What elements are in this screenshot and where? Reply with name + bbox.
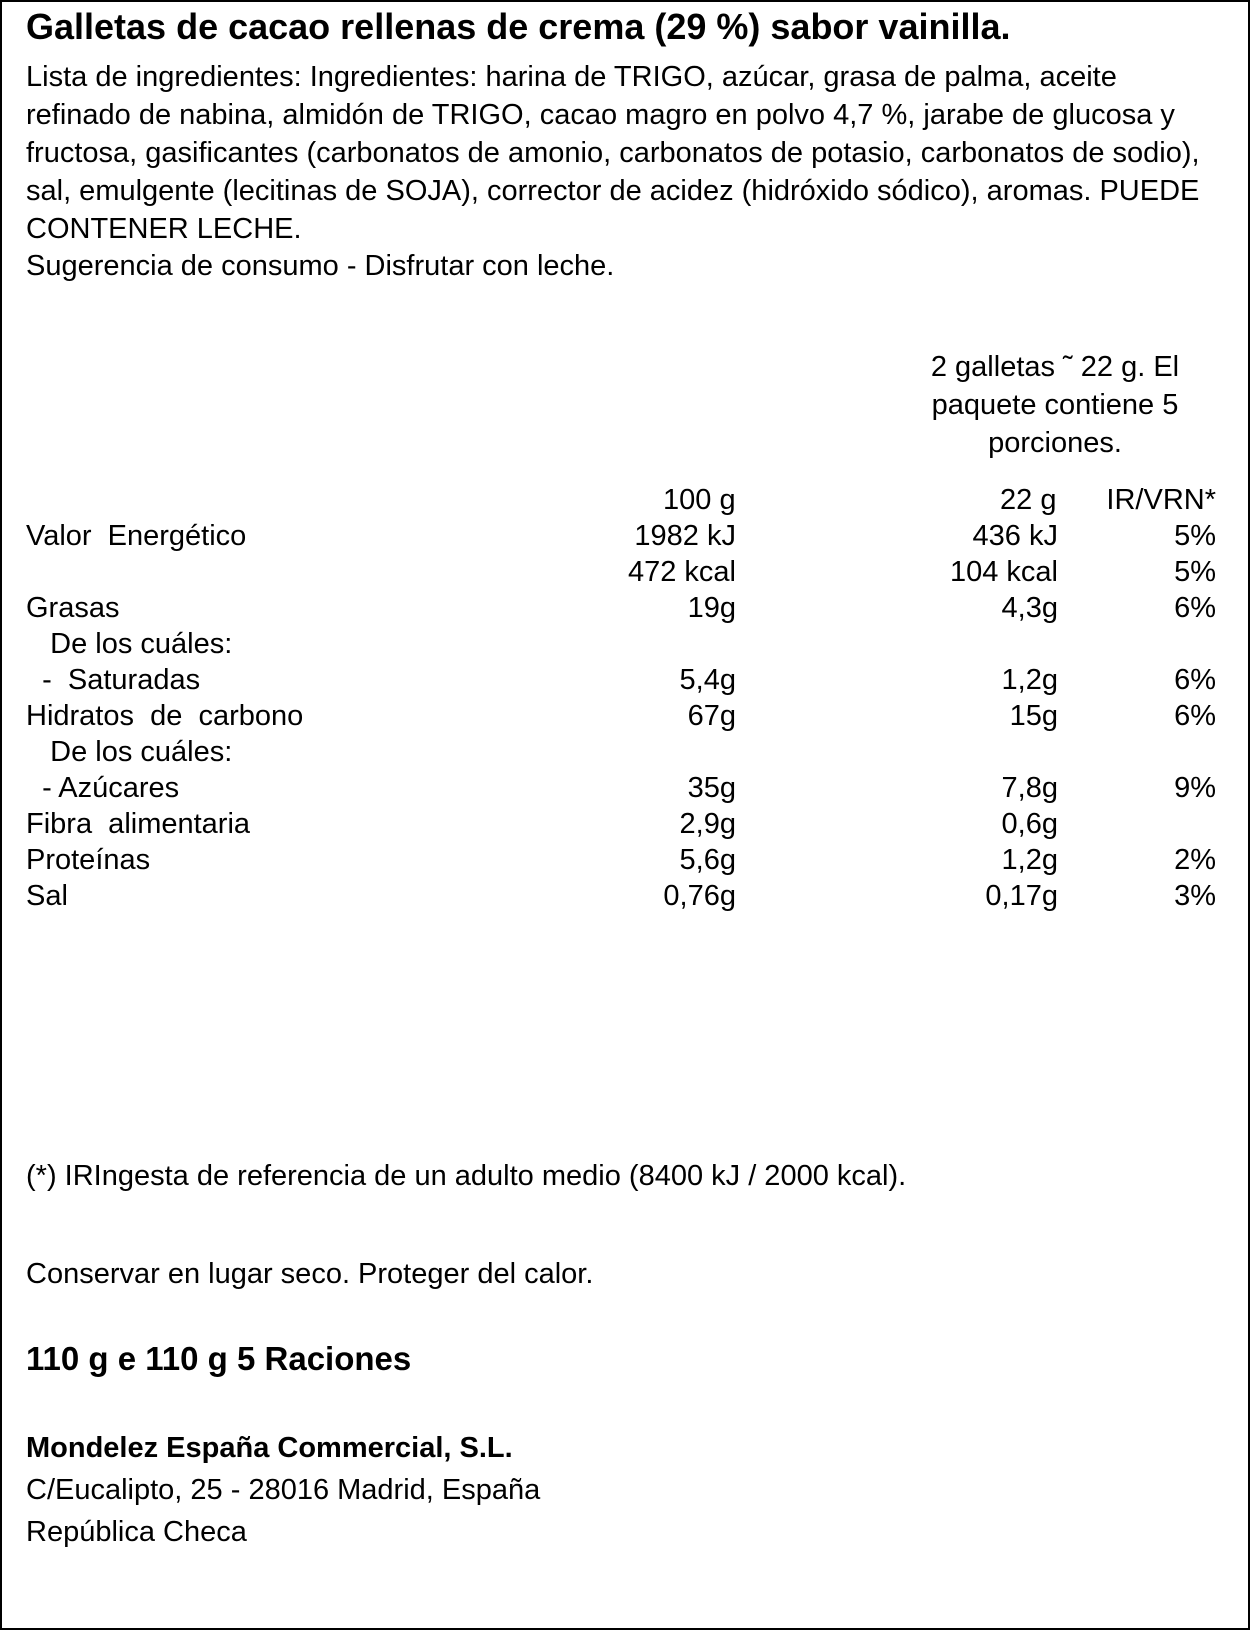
value-per-22g: 1,2g — [1001, 664, 1058, 696]
value-per-100g: 2,9g — [679, 808, 736, 840]
value-ir-vrn: 6% — [1174, 664, 1216, 696]
nutrition-row — [0, 770, 1250, 807]
value-per-100g: 5,6g — [679, 844, 736, 876]
nutrient-label: Proteínas — [26, 844, 151, 876]
value-per-100g: 1982 kJ — [634, 520, 736, 552]
value-ir-vrn: 6% — [1174, 592, 1216, 624]
nutrition-row — [0, 878, 1250, 915]
header-per-100g: 100 g — [663, 484, 736, 516]
value-per-100g: 19g — [687, 592, 736, 624]
value-per-22g: 436 kJ — [972, 520, 1058, 552]
value-ir-vrn: 3% — [1174, 880, 1216, 912]
product-title: Galletas de cacao rellenas de crema (29 %) sabor vainilla. — [26, 6, 1011, 47]
storage-instructions: Conservar en lugar seco. Proteger del calor. — [26, 1258, 594, 1290]
nutrition-row — [0, 842, 1250, 879]
nutrition-row — [0, 518, 1250, 555]
nutrition-row — [0, 734, 1250, 771]
nutrient-label: Sal — [26, 880, 68, 912]
nutrient-label: Hidratos de carbono — [26, 700, 304, 732]
value-ir-vrn: 6% — [1174, 700, 1216, 732]
footnote: (*) IRIngesta de referencia de un adulto medio (8400 kJ / 2000 kcal). — [26, 1160, 907, 1192]
value-ir-vrn: 9% — [1174, 772, 1216, 804]
value-per-22g: 0,6g — [1001, 808, 1058, 840]
nutrient-label: - Azúcares — [26, 772, 180, 804]
value-per-22g: 4,3g — [1001, 592, 1058, 624]
company-address: C/Eucalipto, 25 - 28016 Madrid, España — [26, 1474, 541, 1506]
nutrition-row — [0, 662, 1250, 699]
value-ir-vrn: 5% — [1174, 556, 1216, 588]
nutrient-label: De los cuáles: — [26, 736, 233, 768]
serving-info: 2 galletas ˜ 22 g. El paquete contiene 5 porciones. — [930, 351, 1180, 459]
value-ir-vrn: 2% — [1174, 844, 1216, 876]
nutrition-row — [0, 698, 1250, 735]
nutrition-table — [0, 482, 1250, 922]
value-per-22g: 15g — [1009, 700, 1058, 732]
nutrient-label: Fibra alimentaria — [26, 808, 251, 840]
nutrition-row — [0, 590, 1250, 627]
country-of-origin: República Checa — [26, 1516, 247, 1548]
nutrition-row — [0, 626, 1250, 663]
nutrient-label: Grasas — [26, 592, 120, 624]
ingredients-list: Lista de ingredientes: Ingredientes: harina de TRIGO, azúcar, grasa de palma, aceite refinado de nabina, almidón de TRIGO, cacao magro en polvo 4,7 %, jarabe de glucosa y fructosa, gasificantes (carbonatos de amonio, carbonatos de potasio, carbonatos de sodio), sal, emulgente (lecitinas de SOJA), corrector de acidez (hidróxido sódico), aromas. PUEDE CONTENER LECHE. — [26, 61, 1200, 245]
consumption-suggestion: Sugerencia de consumo - Disfrutar con leche. — [26, 250, 615, 282]
value-per-100g: 0,76g — [663, 880, 736, 912]
value-per-22g: 0,17g — [985, 880, 1058, 912]
nutrient-label: Valor Energético — [26, 520, 247, 552]
value-per-100g: 67g — [687, 700, 736, 732]
net-weight: 110 g e 110 g 5 Raciones — [26, 1340, 412, 1377]
nutrition-row — [0, 554, 1250, 591]
nutrition-header-row — [0, 482, 1250, 519]
company-name: Mondelez España Commercial, S.L. — [26, 1432, 513, 1464]
header-ir-vrn: IR/VRN* — [1106, 484, 1216, 516]
nutrient-label: - Saturadas — [26, 664, 201, 696]
nutrition-row — [0, 806, 1250, 843]
value-per-22g: 1,2g — [1001, 844, 1058, 876]
value-per-22g: 104 kcal — [949, 556, 1058, 588]
value-per-100g: 35g — [687, 772, 736, 804]
value-ir-vrn: 5% — [1174, 520, 1216, 552]
value-per-22g: 7,8g — [1001, 772, 1058, 804]
value-per-100g: 472 kcal — [627, 556, 736, 588]
nutrient-label: De los cuáles: — [26, 628, 233, 660]
header-per-22g: 22 g — [1000, 484, 1057, 516]
value-per-100g: 5,4g — [679, 664, 736, 696]
